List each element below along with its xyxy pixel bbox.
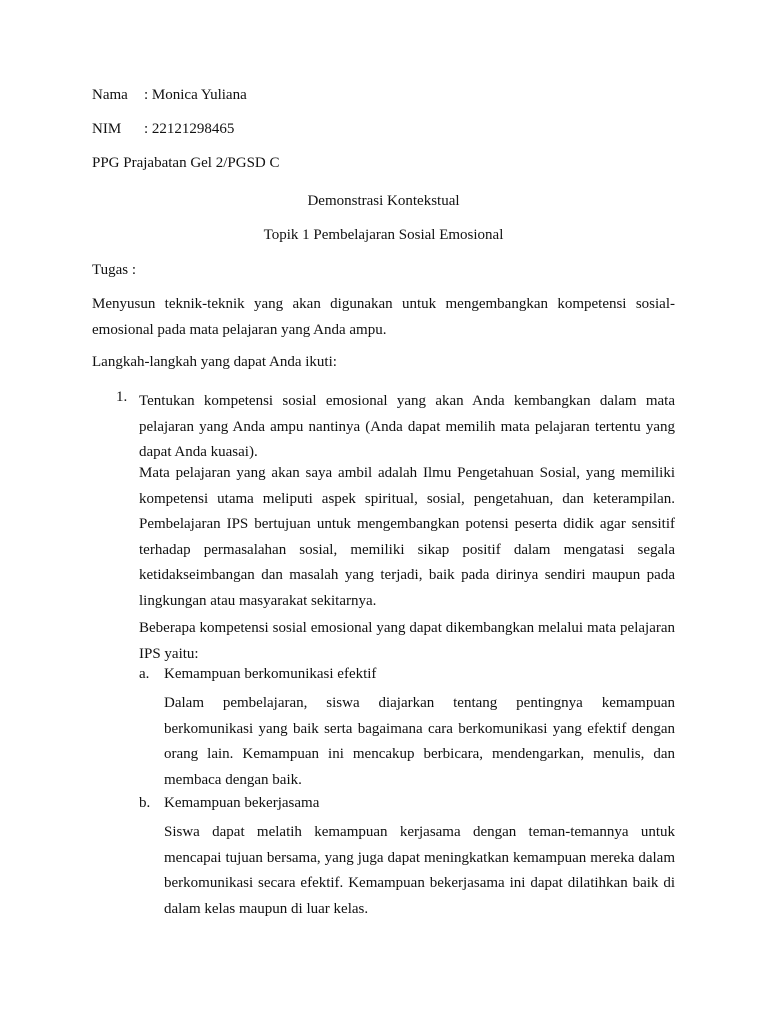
item-b-heading: Kemampuan bekerjasama xyxy=(164,795,320,811)
name-label: Nama xyxy=(92,87,128,103)
task-label: Tugas : xyxy=(92,262,137,278)
name-row xyxy=(92,87,247,104)
nim-label: NIM xyxy=(92,121,122,137)
item-a-heading: Kemampuan berkomunikasi efektif xyxy=(164,666,377,682)
nim-value: : 22121298465 xyxy=(144,121,235,137)
document-subtitle: Topik 1 Pembelajaran Sosial Emosional xyxy=(263,227,504,243)
program-line: PPG Prajabatan Gel 2/PGSD C xyxy=(92,155,280,171)
name-value: : Monica Yuliana xyxy=(144,87,247,103)
item-b-letter: b. xyxy=(139,795,151,811)
step-number: 1. xyxy=(116,389,128,405)
item-b-body: Siswa dapat melatih kemampuan kerjasama dengan teman-temannya untuk mencapai tujuan bersama, yang juga dapat meningkatkan kemampuan mereka dalam berkomunikasi secara efektif. Kemampuan bekerjasama ini dapat dilatihkan baik di dalam kelas maupun di luar kelas. xyxy=(164,824,675,917)
step-instruction: Tentukan kompetensi sosial emosional yang akan Anda kembangkan dalam mata pelajaran yang Anda ampu nantinya (Anda dapat memilih mata pelajaran tertentu yang dapat Anda kuasai). xyxy=(139,393,675,460)
document-title: Demonstrasi Kontekstual xyxy=(307,193,460,209)
step-answer-paragraph-2: Beberapa kompetensi sosial emosional yang dapat dikembangkan melalui mata pelajaran IPS yaitu: xyxy=(139,620,675,662)
steps-intro: Langkah-langkah yang dapat Anda ikuti: xyxy=(92,354,337,370)
item-a-body: Dalam pembelajaran, siswa diajarkan tentang pentingnya kemampuan berkomunikasi yang baik serta bagaimana cara berkomunikasi yang efektif dengan orang lain. Kemampuan ini mencakup berbicara, mendengarkan, menulis, dan membaca dengan baik. xyxy=(164,695,675,788)
nim-row xyxy=(92,121,234,138)
step-answer-paragraph-1: Mata pelajaran yang akan saya ambil adalah Ilmu Pengetahuan Sosial, yang memiliki kompetensi utama meliputi aspek spiritual, sosial, pengetahuan, dan keterampilan. Pembelajaran IPS bertujuan untuk mengembangkan potensi peserta didik agar sensitif terhadap permasalahan sosial, memiliki sikap positif dalam mengatasi segala ketidakseimbangan dan masalah yang terjadi, baik pada dirinya sendiri maupun pada lingkungan atau masyarakat sekitarnya. xyxy=(139,465,675,609)
item-a-letter: a. xyxy=(139,666,150,682)
task-paragraph: Menyusun teknik-teknik yang akan digunakan untuk mengembangkan kompetensi sosial-emosional pada mata pelajaran yang Anda ampu. xyxy=(92,296,675,338)
